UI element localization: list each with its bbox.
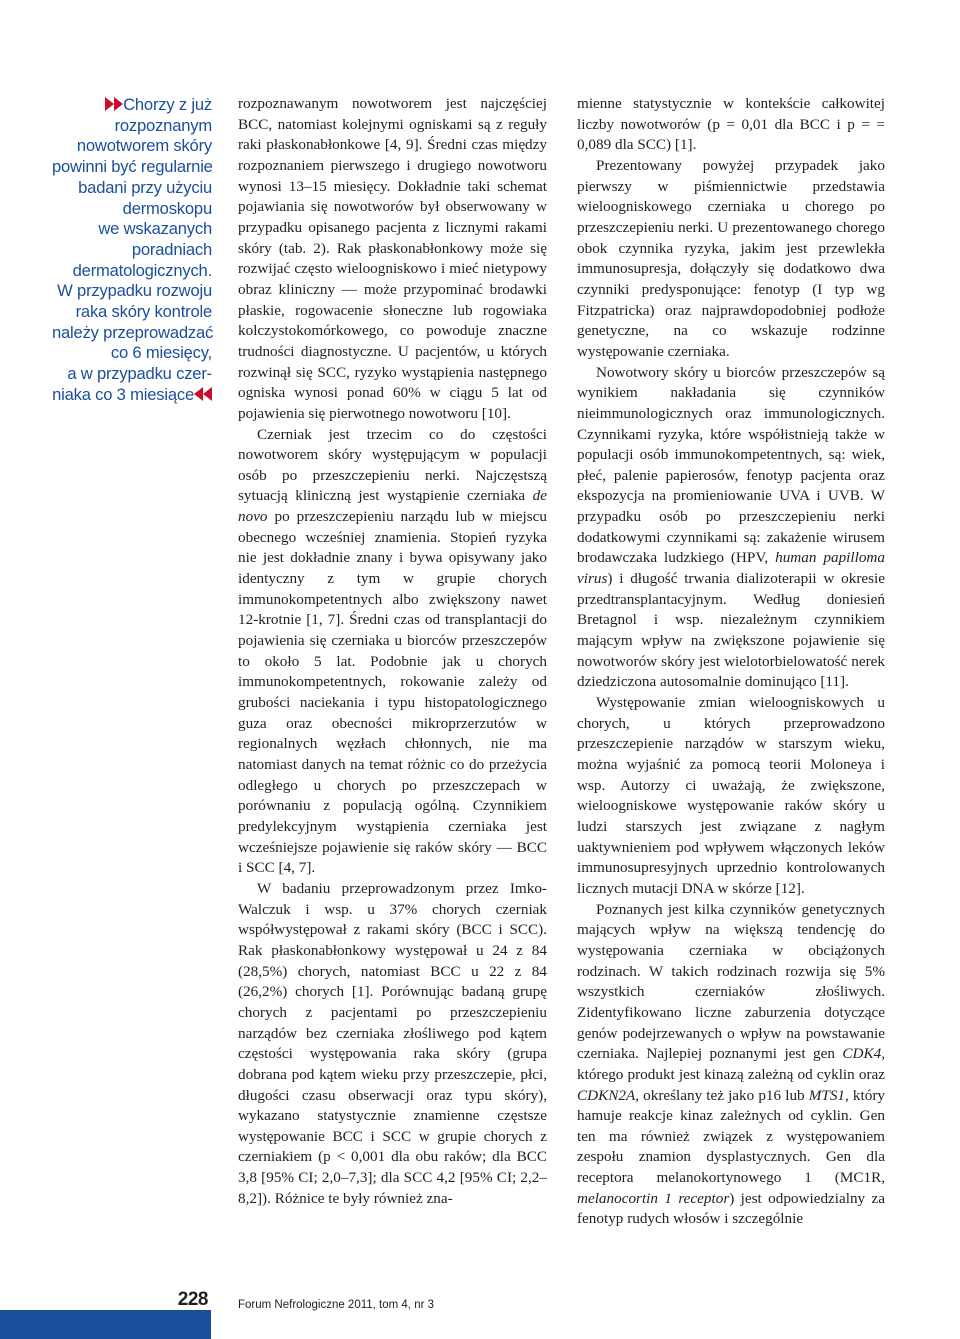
pull-quote-line: dermatologicznych.	[72, 260, 212, 280]
pull-quote-line: rozpoznanym	[114, 115, 212, 135]
pull-quote-line: nowotworem skóry	[76, 136, 212, 156]
pull-quote-line: Chorzy z już	[52, 95, 212, 116]
pull-quote-line: raka skóry kontrole	[75, 302, 212, 322]
paragraph: Poznanych jest kilka czynników genetycznych mających wpływ na większą tendencję do występowania czerniaka w obciążonych rodzinach. W takich rodzinach rozwija się 5% wszystkich czerniaków złośliwych. Zidentyfikowano liczne zaburzenia dotyczące genów podejrzewanych o wpływ na powstawanie czerniaka. Najlepiej poznanymi jest gen CDK4, którego produkt jest kinazą zależną od cyklin oraz CDKN2A, określany też jako p16 lub MTS1, który hamuje reakcje kinaz zależnych od cyklin. Gen ten ma również związek z występowaniem zespołu znamion dysplastycznych. Gen dla receptora melanokortynowego 1 (MC1R, melanocortin 1 receptor) jest odpowiedzialny za fenotyp rudych włosów i szczególnie	[577, 900, 886, 1228]
paragraph: mienne statystycznie w kontekście całkowitej liczby nowotworów (p = 0,01 dla BCC i p = = 0,089 dla SCC) [1].	[577, 95, 885, 154]
paragraph: Występowanie zmian wieloogniskowych u chorych, u których przeprowadzono przeszczepienie narządów w starszym wieku, można wyjaśnić za pomocą teorii Moloneya i wsp. Autorzy ci uważają, że zwiększone, wieloogniskowe występowanie raków skóry u ludzi starszych jest związane z nagłym uaktywnieniem pod wpływem włączonych leków immunosupresyjnych uprzednio kontrolowanych licznych mutacji DNA w skórze [12].	[577, 694, 885, 897]
paragraph: Czerniak jest trzecim co do częstości nowotworem skóry występującym w populacji osób po przeszczepieniu nerki. Najczęstszą sytuacją kliniczną jest wystąpienie czerniaka de novo po przeszczepieniu narządu lub w miejscu obecnego wcześniej znamienia. Stopień ryzyka nie jest dokładnie znany i bywa opisywany jako identyczny z tym w grupie chorych immunokompetentnych albo zwiększony nawet 12-krotnie [1, 7]. Średni czas od transplantacji do pojawienia się czerniaka u biorców przeszczepów to około 5 lat. Podobnie jak u chorych immunokompetentnych, rokowanie zależy od grubości naciekania i typu histopatologicznego guza oraz obecności mikroprzerzutów w regionalnych węzłach chłonnych, nie ma natomiast danych na temat różnic co do przeżycia odległego u chorych po przeszczepach w porównaniu z populacją ogólną. Czynnikiem predylekcyjnym wystąpienia czerniaka jest wcześniejsze pojawienie się raków skóry — BCC i SCC [4, 7].	[238, 425, 547, 877]
pull-quote-line: W przypadku rozwoju	[57, 281, 212, 301]
paragraph: Nowotwory skóry u biorców przeszczepów są wynikiem nakładania się czynników nieimmunologicznych oraz immunologicznych. Czynnikami ryzyka, które współistnieją także w populacji osób immunokompetentnych, są: wiek, płeć, palenie papierosów, fenotyp pacjenta oraz ekspozycja na promieniowanie UVA i UVB. W przypadku osób po przeszczepieniu nerki dodatkowymi czynnikami są: zakażenie wirusem brodawczaka ludzkiego (HPV, human papilloma virus) i długość trwania dializoterapii w okresie przedtransplantacyjnym. Według doniesień Bretagnol i wsp. niezależnym czynnikiem mającym wpływ na zwiększone pojawienie się nowotworów skóry jest wielotorbielowatość nerek dziedziczona autosomalnie dominująco [11].	[577, 363, 885, 691]
paragraph: rozpoznawanym nowotworem jest najczęściej BCC, natomiast kolejnymi ogniskami są z reguły raki płaskonabłonkowe [4, 9]. Średni czas między rozpoznaniem pierwszego i drugiego nowotworu wynosi 13–15 miesięcy. Dokładnie taki schemat pojawiania się nowotworów był obserwowany w przypadku opisanego pacjenta z licznymi rakami skóry (tab. 2). Rak płaskonabłonkowy może się rozwijać często wieloogniskowo i mieć nietypowy obraz kliniczny — może przypominać brodawki płaskie, rogowacenie słoneczne lub rogowiaka kolczystokomórkowego, co powoduje znaczne trudności diagnostyczne. U pacjentów, u których rozwinął się SCC, ryzyko wystąpienia następnego ogniska wynosi ponad 60% w ciągu 5 lat od pojawienia się pierwotnego nowotworu [10].	[238, 95, 547, 422]
quote-close-marker-icon	[203, 387, 212, 401]
quote-open-marker-icon	[105, 97, 114, 111]
pull-quote-line: niaka co 3 miesiące	[52, 385, 212, 406]
text-column-right	[577, 94, 885, 1230]
journal-citation: Forum Nefrologiczne 2011, tom 4, nr 3	[238, 1299, 435, 1311]
quote-open-marker-icon	[114, 97, 123, 111]
paragraph: W badaniu przeprowadzonym przez Imko-Walczuk i wsp. u 37% chorych czerniak współwystępował z rakami skóry (BCC i SCC). Rak płaskonabłonkowy występował u 24 z 84 (28,5%) chorych, natomiast BCC u 22 z 84 (26,2%) chorych [1]. Porównując badaną grupę chorych z pacjentami po przeszczepieniu narządów bez czerniaka złośliwego pod kątem częstości występowania raka skóry (grupa dobrana pod kątem wieku przy przeszczepie, płci, długości czasu obserwacji oraz typu skóry), wykazano statystycznie znamienne częstsze występowanie BCC i SCC w grupie chorych z czerniakiem (p < 0,001 dla obu raków; dla BCC 3,8 [95% CI; 2,0–7,3]; dla SCC 4,2 [95% CI; 2,2–8,2]). Różnice te były również zna-	[238, 879, 547, 1207]
pull-quote-line: co 6 miesięcy,	[110, 343, 212, 363]
paragraph: Prezentowany powyżej przypadek jako pierwszy w piśmiennictwie przedstawia wieloogniskowego czerniaka u chorego po przeszczepieniu nerki. U prezentowanego chorego obok czynnika ryzyka, jakim jest przewlekła immunosupresja, dołączyły się dodatkowo dwa czynniki predysponujące: fenotyp (I typ wg Fitzpatricka) oraz najprawdopodobniej podłoże genetyczne, na co wskazuje rodzinne występowanie czerniaka.	[577, 156, 885, 360]
pull-quote-line: poradniach	[131, 239, 212, 259]
pull-quote-line: we wskazanych	[98, 219, 212, 239]
pull-quote-line: powinni być regularnie	[52, 157, 213, 177]
text-column-left	[238, 94, 547, 1209]
quote-close-marker-icon	[194, 387, 203, 401]
pull-quote-sidebar	[52, 95, 212, 406]
page-number: 228	[177, 1289, 208, 1310]
pull-quote-line: należy przeprowadzać	[52, 322, 214, 342]
pull-quote-line: badani przy użyciu	[78, 177, 212, 197]
pull-quote-line: dermoskopu	[122, 198, 212, 218]
pull-quote-line: a w przypadku czer-	[67, 364, 212, 384]
